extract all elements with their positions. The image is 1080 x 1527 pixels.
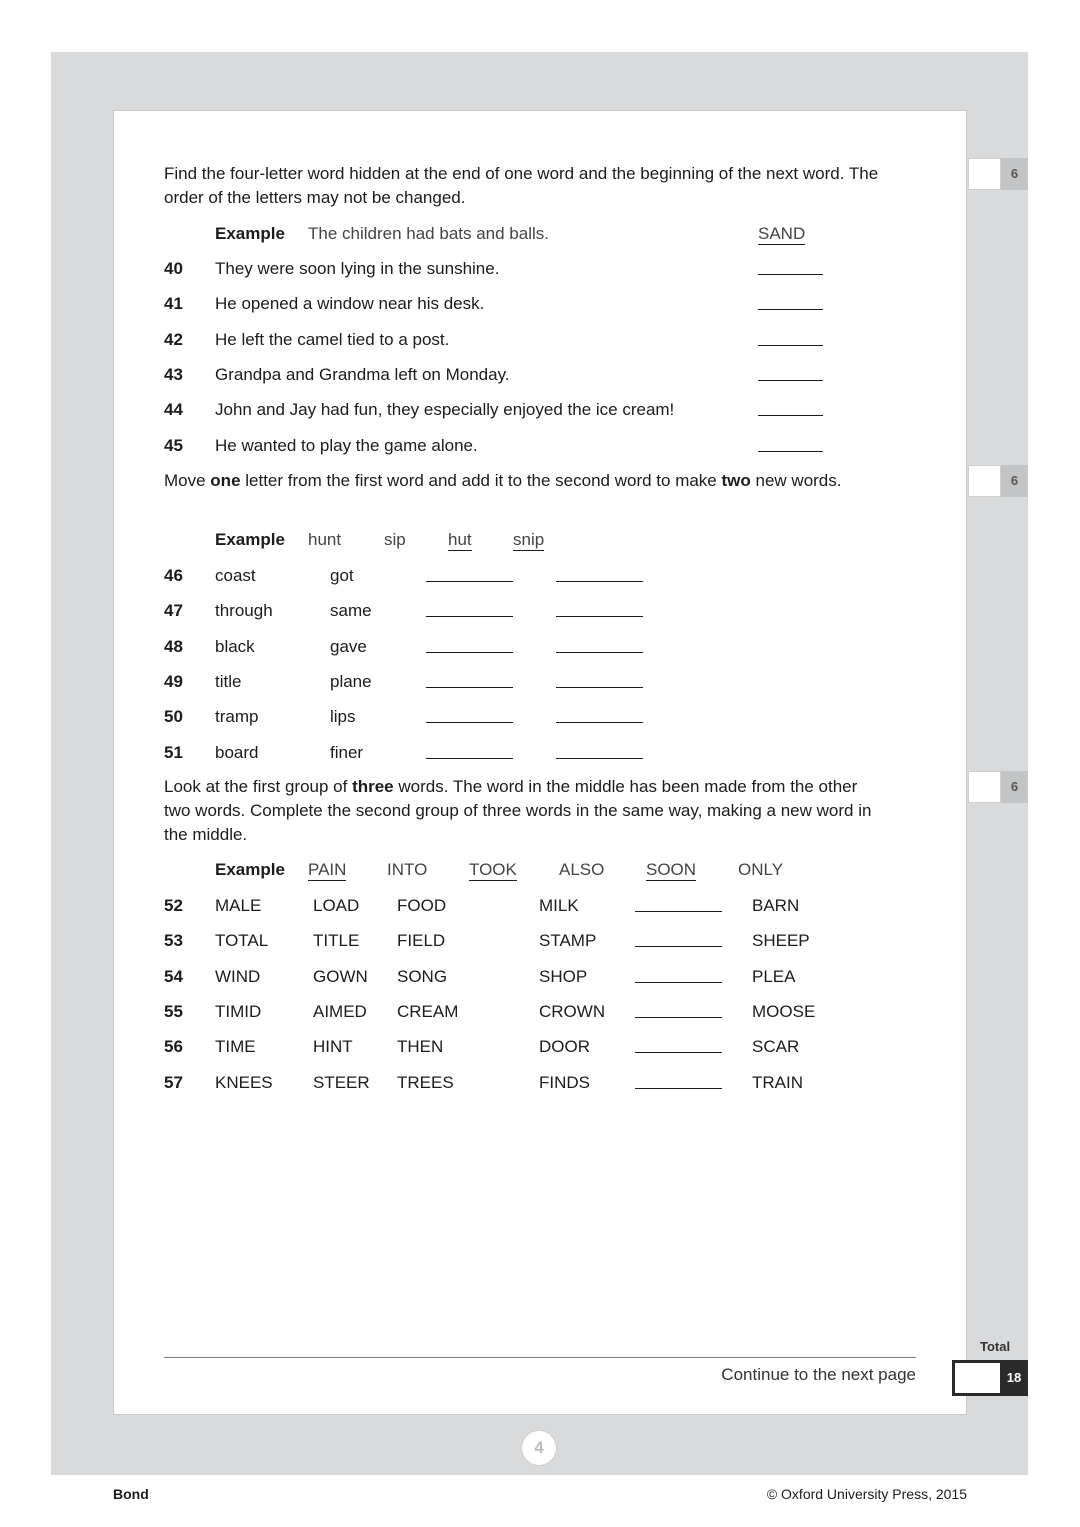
answer-blank[interactable] [635,946,722,947]
section1-instructions: Find the four-letter word hidden at the end of one word and the beginning of the next word. The order of the letters may not be changed. [164,164,879,207]
section2-score-max: 6 [1010,473,1019,488]
group2-word3: SHEEP [752,931,810,951]
section3-score-box [968,771,1028,803]
group1-word3: TREES [397,1072,454,1092]
answer-blank[interactable] [635,1088,722,1089]
group2-word1: MILK [539,896,579,915]
section1-example-text: The children had bats and balls. [308,224,549,243]
first-word: through [215,601,273,621]
continue-text: Continue to the next page [721,1365,916,1384]
group1-middle-word: LOAD [313,896,360,915]
answer-blank-second[interactable] [556,652,643,653]
question-number: 53 [164,931,183,951]
first-word: board [215,742,259,762]
section3-example-word1: PAIN [308,858,346,882]
question-number: 41 [164,294,183,314]
answer-blank[interactable] [635,1017,722,1018]
section3-example-answer: SOON [646,858,696,882]
group1-middle-word: STEER [313,1072,370,1092]
question-number: 42 [164,329,183,349]
section1-example-label: Example [215,224,285,243]
group2-word3: SCAR [752,1037,800,1057]
first-word: coast [215,566,256,585]
section2-example-answer2: snip [513,528,544,552]
section2-example-label: Example [215,530,285,549]
group1-middle-word: HINT [313,1037,353,1057]
first-word: title [215,671,242,691]
answer-blank-first[interactable] [426,581,513,582]
group1-word1: WIND [215,966,261,986]
total-score-input[interactable] [955,1363,1000,1393]
question-number: 57 [164,1072,183,1092]
answer-blank[interactable] [758,309,823,310]
section3-instructions: Look at the first group of three words. The word in the middle has been made from the other two words. Complete the second group of three words in the same way, making a new word in the middle. [164,777,872,844]
question-number: 55 [164,1001,183,1021]
total-label: Total [980,1339,1011,1354]
page-number: 4 [521,1430,557,1466]
section2-score-box [968,465,1028,497]
question-sentence: Grandpa and Grandma left on Monday. [215,364,510,384]
question-number: 47 [164,601,183,621]
group1-word1: TIME [215,1037,256,1057]
question-number: 50 [164,707,183,727]
first-word: tramp [215,707,259,727]
section1-example-answer: SAND [758,222,805,246]
section1-score-input[interactable] [968,158,1001,190]
group1-word1: KNEES [215,1072,273,1092]
question-number: 45 [164,435,183,455]
copyright: © Oxford University Press, 2015 [766,1486,967,1502]
second-word: gave [330,636,367,656]
answer-blank-first[interactable] [426,722,513,723]
group1-word3: CREAM [397,1001,459,1021]
question-number: 46 [164,566,183,585]
group2-word3: PLEA [752,966,796,986]
question-sentence: They were soon lying in the sunshine. [215,259,500,278]
answer-blank[interactable] [758,451,823,452]
second-word: same [330,601,372,621]
brand-logo: Bond [113,1486,149,1502]
section3-example-word3: TOOK [469,858,517,882]
group1-word1: MALE [215,896,262,915]
group2-word1: STAMP [539,931,597,951]
question-number: 56 [164,1037,183,1057]
answer-blank[interactable] [635,982,722,983]
section1-score-box [968,158,1028,190]
section3-example-word6: ONLY [738,860,784,879]
second-word: lips [330,707,356,727]
total-score-box [952,1360,1028,1396]
question-sentence: He left the camel tied to a post. [215,329,450,349]
answer-blank[interactable] [758,274,823,275]
answer-blank-second[interactable] [556,722,643,723]
question-number: 51 [164,742,183,762]
question-number: 44 [164,400,183,420]
group1-middle-word: TITLE [313,931,360,951]
question-number: 49 [164,671,183,691]
question-sentence: He wanted to play the game alone. [215,435,478,455]
group2-word3: MOOSE [752,1001,816,1021]
section3-example-label: Example [215,860,285,879]
question-number: 52 [164,896,183,915]
answer-blank-second[interactable] [556,581,643,582]
group1-word3: FIELD [397,931,446,951]
section2-instructions: Move one letter from the first word and add it to the second word to make two new words. [164,471,842,490]
question-number: 48 [164,636,183,656]
answer-blank-first[interactable] [426,687,513,688]
second-word: plane [330,671,372,691]
answer-blank-first[interactable] [426,758,513,759]
group2-word1: SHOP [539,966,588,986]
group1-word1: TIMID [215,1001,262,1021]
group1-middle-word: GOWN [313,966,368,986]
section1-score-max: 6 [1010,166,1019,181]
first-word: black [215,636,255,656]
section2-example-word1: hunt [308,530,342,549]
group1-middle-word: AIMED [313,1001,367,1021]
section2-example-answer1: hut [448,528,472,552]
second-word: got [330,566,354,585]
group2-word3: TRAIN [752,1072,803,1092]
question-number: 54 [164,966,183,986]
answer-blank[interactable] [758,345,823,346]
question-sentence: John and Jay had fun, they especially enjoyed the ice cream! [215,400,675,420]
answer-blank[interactable] [758,380,823,381]
second-word: finer [330,742,364,762]
section2-example-word2: sip [384,530,406,549]
section2-score-input[interactable] [968,465,1001,497]
answer-blank[interactable] [758,415,823,416]
group2-word1: DOOR [539,1037,590,1057]
section3-score-input[interactable] [968,771,1001,803]
section3-score-max: 6 [1010,779,1019,794]
group1-word1: TOTAL [215,931,269,951]
footer-divider [164,1357,916,1358]
answer-blank-second[interactable] [556,758,643,759]
section3-example-word4: ALSO [559,860,605,879]
group1-word3: THEN [397,1037,444,1057]
answer-blank-second[interactable] [556,616,643,617]
answer-blank[interactable] [635,1052,722,1053]
group1-word3: SONG [397,966,448,986]
question-sentence: He opened a window near his desk. [215,294,485,314]
total-score-max: 18 [1006,1370,1022,1385]
group2-word1: CROWN [539,1001,606,1021]
group2-word3: BARN [752,896,800,915]
answer-blank-second[interactable] [556,687,643,688]
group2-word1: FINDS [539,1072,590,1092]
group1-word3: FOOD [397,896,447,915]
question-number: 43 [164,364,183,384]
answer-blank-first[interactable] [426,616,513,617]
section3-example-word2: INTO [387,860,428,879]
question-number: 40 [164,259,183,278]
answer-blank[interactable] [635,911,722,912]
answer-blank-first[interactable] [426,652,513,653]
